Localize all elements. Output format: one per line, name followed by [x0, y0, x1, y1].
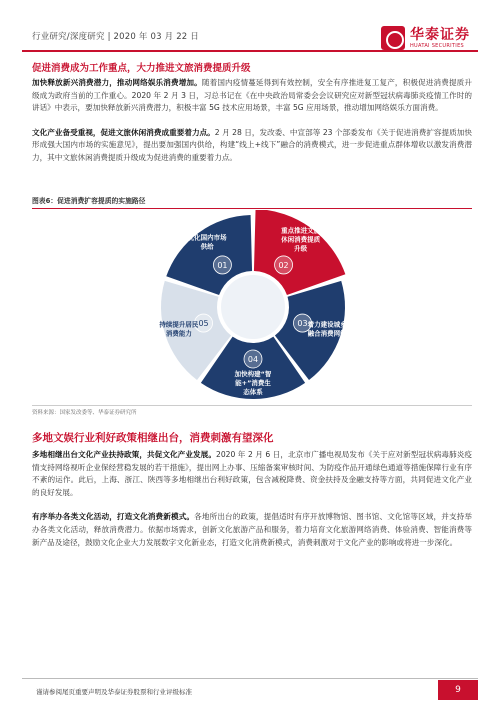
page-number: 9: [438, 680, 478, 700]
footer-disclaimer: 谨请参阅尾页重要声明及华泰证券股票和行业评级标准: [36, 688, 192, 696]
company-logo: [381, 26, 470, 50]
segment-label: 着力建设城乡融合消费网络: [307, 320, 347, 338]
paragraph-4: [32, 511, 472, 549]
segment-number: 01: [217, 260, 228, 270]
segment-label: 加快构建“智能+”消费生态体系: [234, 370, 272, 396]
paragraph-body: 随着国内疫情蔓延得到有效控制，安全有序推进复工复产，积极促进消费提质升级成为政府当前的工作重心。2020 年 2 月 3 日，习总书记在《在中央政治局常委会会议研究应对新型冠状病毒肺炎疫情工作时的讲话》中表示，要加快释放新兴消费潜力，积极丰富 5G 技术应用场景，丰富 5G 应用场景，推动增加网络娱乐方面消费。: [32, 78, 472, 113]
ring-diagram: [32, 210, 472, 405]
figure-ring-diagram: [32, 210, 472, 405]
segment-label: 优化国内市场供给: [187, 233, 227, 251]
logo-name-en: HUATAI SECURITIES: [410, 42, 464, 49]
section-consumption-focus: [32, 60, 472, 165]
ring-center: [221, 275, 285, 339]
footer-divider: [22, 678, 478, 679]
segment-number: 03: [297, 319, 308, 329]
paragraph-3: [32, 449, 472, 499]
paragraph-body: 各地所出台的政策，提倡适时有序开放博物馆、图书馆、文化馆等区域，并支持举办各类文化活动，释放消费潜力。依据市场需求，创新文化旅游产品和服务，着力培育文化旅游网络消费、体验消费、智能消费等新产品及途径，鼓励文化企业大力发展数字文化新业态，打造文化消费新模式，消费刺激对于文化产业的影响或将进一步深化。: [32, 512, 472, 547]
paragraph-lead: 多地相继出台文化产业扶持政策，共促文化产业发展。: [32, 450, 216, 459]
header-divider: [22, 50, 478, 52]
report-meta: 行业研究/深度研究 | 2020 年 03 月 22 日: [32, 32, 200, 42]
paragraph-1: [32, 77, 472, 115]
segment-number: 05: [198, 319, 209, 329]
paragraph-lead: 有序举办各类文化活动，打造文化消费新模式。: [32, 512, 195, 522]
figure-title: 图表6：促进消费扩容提质的实施路径: [32, 195, 472, 209]
figure-divider: [32, 405, 472, 406]
segment-label: 重点推进文旅休闲消费提质升级: [281, 226, 321, 253]
figure-source: 资料来源：国家发改委等、华泰证券研究所: [32, 410, 137, 416]
segment-number: 04: [247, 355, 259, 364]
segment-number: 02: [278, 260, 289, 270]
paragraph-lead: 加快释放新兴消费潜力，推动网络娱乐消费增加。: [32, 78, 202, 87]
logo-name-cn: 华泰证券: [410, 26, 470, 43]
logo-icon: [381, 26, 405, 50]
section-local-policies: [32, 430, 472, 549]
paragraph-2: [32, 127, 472, 165]
paragraph-body: 2 月 28 日，发改委、中宣部等 23 个部委发布《关于促进消费扩容提质加快形成强大国内市场的实施意见》，提出要加强国内供给，构建“线上+线下”融合的消费模式，进一步促进重点群体增收以激发消费潜力，其中文旅休闲消费提质升级成为促进消费的重要着力点。: [32, 127, 472, 162]
segment-label: 持续提升居民消费能力: [159, 320, 199, 338]
section-title: 多地文娱行业利好政策相继出台，消费刺激有望深化: [32, 432, 274, 444]
paragraph-lead: 文化产业备受重视，促进文旅休闲消费成重要着力点。: [32, 127, 215, 137]
section-title: 促进消费成为工作重点，大力推进文旅消费提质升级: [32, 63, 251, 74]
paragraph-body: 2020 年 2 月 6 日，北京市广播电视局发布《关于应对新型冠状病毒肺炎疫情支持网络视听企业保经营稳发展的若干措施》，提出网上办事、压缩备案审核时间、为防疫作品开通绿色通道等措施保障行业有序不紊的运作。此后，上海、浙江、陕西等多地相继出台利好政策，包含减税降费、资金扶持及金融支持等方面，共同促进文化产业的良好发展。: [32, 450, 473, 497]
